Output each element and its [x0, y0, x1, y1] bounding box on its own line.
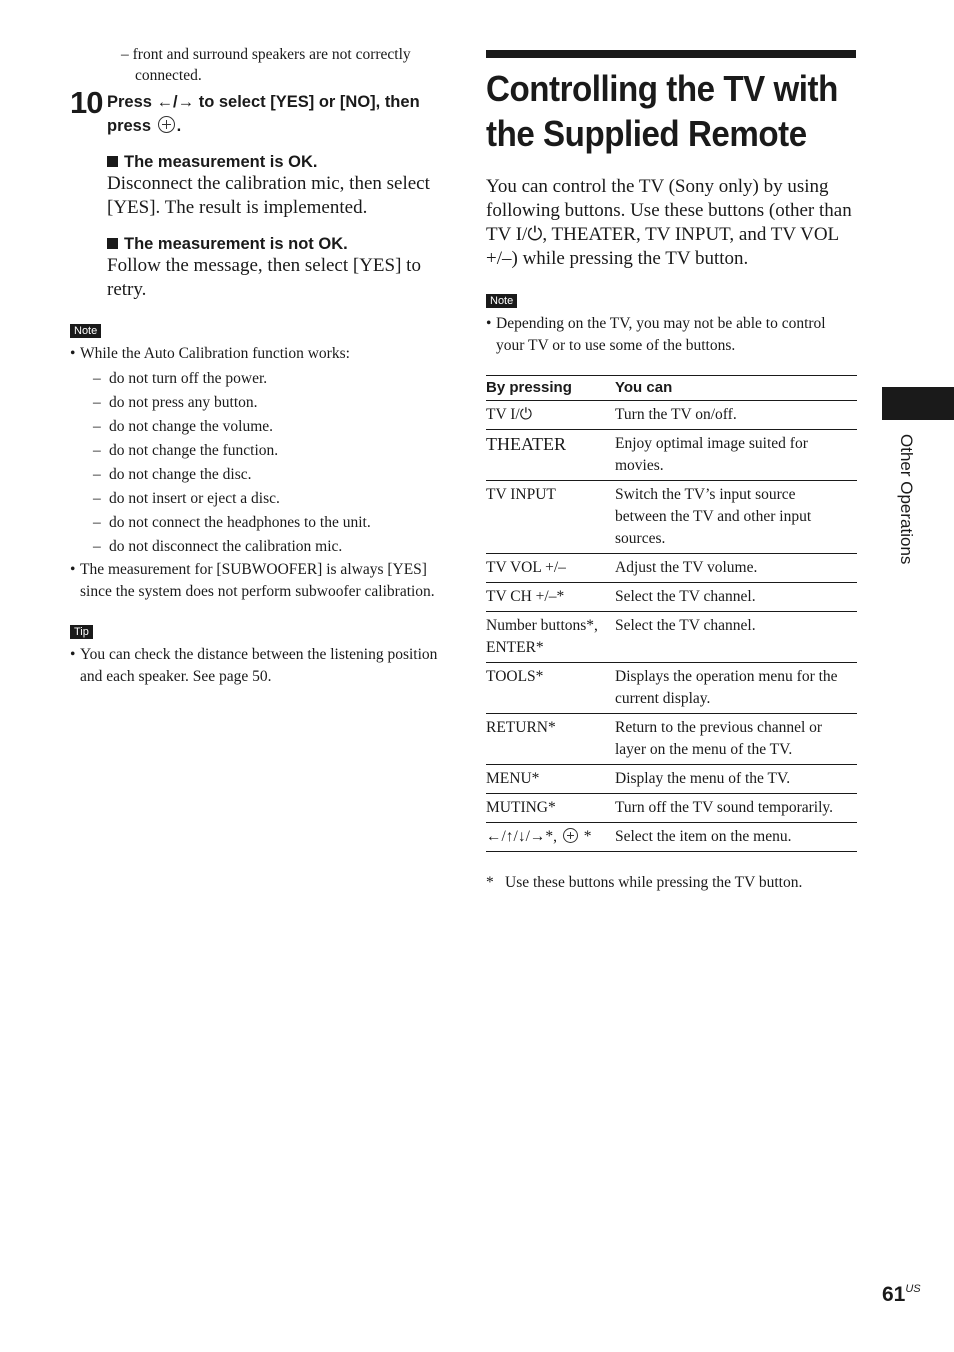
note-subitem: – do not press any button.: [93, 394, 258, 411]
enter-button-icon: [563, 828, 578, 843]
note-subitem: – do not disconnect the calibration mic.: [93, 538, 343, 555]
table-row: [486, 663, 857, 714]
notok-heading: The measurement is not OK.: [124, 235, 348, 253]
section-rule: [486, 50, 856, 58]
step-line-2-prefix: press: [107, 117, 152, 135]
note-bullet-1: • While the Auto Calibration function works: – do not turn off the power. – do not press any button. – do not change the volume. – do not change the function. – do not change the disc. – do not insert or eject a disc. – do not connect the headphones to the unit. – do not disconnect the calibration mic.: [70, 343, 442, 559]
header-by-pressing: By pressing: [486, 376, 615, 401]
note-list-right: [486, 313, 857, 357]
enter-button-icon: [158, 116, 175, 133]
square-bullet-icon: [107, 156, 118, 167]
footnote: * Use these buttons while pressing the TV button.: [486, 874, 803, 891]
side-section-label: Other Operations: [897, 434, 916, 565]
note-subitems: [80, 367, 442, 559]
press-cell: THEATER: [486, 430, 615, 481]
step-line-1: Press ←/→ to select [YES] or [NO], then: [107, 93, 420, 111]
result-cell: Turn off the TV sound temporarily.: [615, 794, 857, 823]
step-instruction: [107, 90, 442, 138]
press-cell: MUTING*: [486, 794, 615, 823]
press-cell: TV INPUT: [486, 481, 615, 554]
note-label-right: Note: [486, 294, 517, 308]
note-subitem: – do not insert or eject a disc.: [93, 490, 280, 507]
page-number: $61^{US}$: [882, 1283, 921, 1306]
table-row: [486, 823, 857, 852]
ok-heading: The measurement is OK.: [124, 153, 318, 171]
result-cell: Switch the TV’s input source between the TV and other input sources.: [615, 481, 857, 554]
step-number: 10: [70, 85, 103, 120]
table-row: [486, 765, 857, 794]
step-10: [70, 85, 442, 138]
note-bullet-2: • The measurement for [SUBWOOFER] is always [YES] since the system does not perform subwoofer calibration.: [70, 561, 435, 600]
result-cell: Display the menu of the TV.: [615, 765, 857, 794]
ok-body: Disconnect the calibration mic, then select [YES]. The result is implemented.: [107, 173, 430, 218]
press-cell: ←/↑/↓/→*, *: [486, 823, 615, 852]
result-cell: Adjust the TV volume.: [615, 554, 857, 583]
dash-item: – front and surround speakers are not correctly connected.: [121, 46, 411, 84]
note-subitem: – do not turn off the power.: [93, 370, 268, 387]
press-cell: TV I/⏻: [486, 401, 615, 430]
press-cell: RETURN*: [486, 714, 615, 765]
table-row: [486, 401, 857, 430]
result-cell: Turn the TV on/off.: [615, 401, 857, 430]
square-bullet-icon: [107, 238, 118, 249]
tip-list: [70, 644, 442, 688]
result-cell: Displays the operation menu for the current display.: [615, 663, 857, 714]
table-row: [486, 583, 857, 612]
press-cell: Number buttons*, ENTER*: [486, 612, 615, 663]
left-column: [70, 44, 442, 688]
press-cell: TV CH +/–*: [486, 583, 615, 612]
note-subitem: – do not connect the headphones to the unit.: [93, 514, 371, 531]
press-cell: TOOLS*: [486, 663, 615, 714]
note-bullet-right: • Depending on the TV, you may not be able to control your TV or to use some of the buttons.: [486, 315, 826, 354]
result-cell: Select the TV channel.: [615, 583, 857, 612]
measurement-not-ok-section: [107, 234, 442, 302]
result-cell: Select the TV channel.: [615, 612, 857, 663]
note-subitem: – do not change the disc.: [93, 466, 252, 483]
note-list: [70, 343, 442, 603]
measurement-ok-section: [107, 152, 442, 220]
right-column: [486, 50, 857, 894]
table-row: [486, 430, 857, 481]
table-row: [486, 554, 857, 583]
header-you-can: You can: [615, 376, 857, 401]
table-row: [486, 714, 857, 765]
step-line-2-suffix: .: [176, 117, 182, 135]
section-title: Controlling the TV with the Supplied Remote: [486, 68, 838, 154]
notok-body: Follow the message, then select [YES] to retry.: [107, 255, 421, 300]
result-cell: Select the item on the menu.: [615, 823, 857, 852]
tip-label: Tip: [70, 625, 93, 639]
table-row: [486, 481, 857, 554]
table-row: [486, 794, 857, 823]
intro-paragraph: You can control the TV (Sony only) by using following buttons. Use these buttons (other than TV I/⏻, THEATER, TV INPUT, and TV VOL +/–) while pressing the TV button.: [486, 176, 852, 269]
note-subitem: – do not change the volume.: [93, 418, 273, 435]
note-subitem: – do not change the function.: [93, 442, 279, 459]
tv-buttons-table: [486, 375, 857, 852]
press-cell: TV VOL +/–: [486, 554, 615, 583]
result-cell: Enjoy optimal image suited for movies.: [615, 430, 857, 481]
section-tab-marker: [882, 387, 954, 420]
note-label: Note: [70, 324, 101, 338]
result-cell: Return to the previous channel or layer on the menu of the TV.: [615, 714, 857, 765]
tip-bullet: • You can check the distance between the listening position and each speaker. See page 50.: [70, 646, 438, 685]
press-cell: MENU*: [486, 765, 615, 794]
table-row: [486, 612, 857, 663]
